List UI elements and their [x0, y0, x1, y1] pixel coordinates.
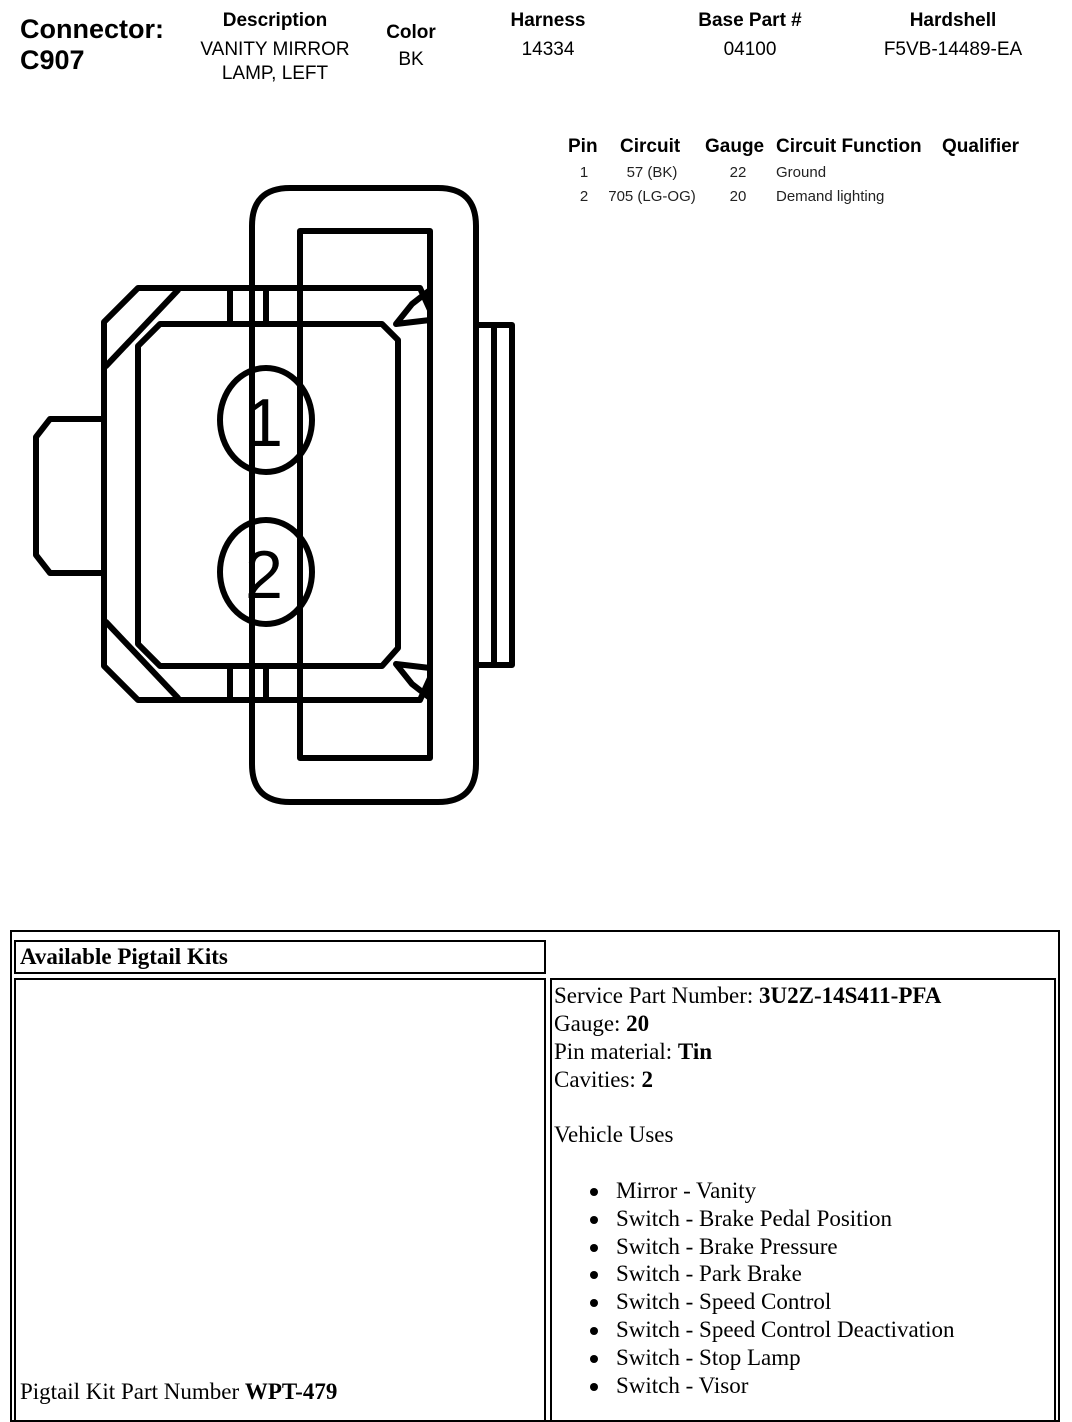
bullet-icon — [590, 1216, 598, 1224]
pigtail-specs — [554, 982, 955, 1399]
bullet-icon — [590, 1188, 598, 1196]
circuit-function-header: Circuit Function — [776, 136, 922, 157]
row-2-gauge: 20 — [729, 188, 747, 205]
circuit-header: Circuit — [620, 136, 681, 157]
row-2-pin: 2 — [579, 188, 589, 205]
chamfer-bottom-left — [106, 622, 178, 698]
color-value: BK — [398, 49, 424, 70]
vehicle-uses-label: Vehicle Uses — [554, 1122, 674, 1147]
base-part-value: 04100 — [723, 39, 777, 60]
spec-cavities: Cavities: 2 — [554, 1067, 654, 1092]
gauge-header: Gauge — [705, 136, 765, 157]
row-1-gauge: 22 — [729, 164, 747, 181]
kit-part-label: Pigtail Kit Part Number — [20, 1379, 245, 1404]
bullet-icon — [590, 1299, 598, 1307]
row-2-function: Demand lighting — [776, 188, 885, 205]
spec-pin-material: Pin material: Tin — [554, 1039, 713, 1064]
list-item: Mirror - Vanity — [588, 1177, 955, 1205]
bullet-icon — [590, 1271, 598, 1279]
list-item: Switch - Visor — [588, 1372, 955, 1400]
connector-face-diagram — [0, 0, 560, 840]
bullet-icon — [590, 1355, 598, 1363]
pigtail-title-cell — [14, 940, 546, 974]
base-part-column — [680, 10, 820, 62]
left-latch — [36, 419, 104, 573]
spec-service-part: Service Part Number: 3U2Z-14S411-PFA — [554, 983, 942, 1008]
pin-header: Pin — [568, 136, 598, 157]
bullet-icon — [590, 1244, 598, 1252]
kit-part-value: WPT-479 — [244, 1379, 338, 1404]
connector-id: C907 — [20, 45, 85, 75]
vehicle-uses-list — [588, 1177, 955, 1399]
row-2-circuit: 705 (LG-OG) — [608, 188, 696, 205]
connector-label-text: Connector: — [20, 14, 164, 44]
pigtail-specs-cell — [550, 978, 1056, 1422]
pigtail-kit-part-number — [20, 1378, 337, 1406]
list-item: Switch - Brake Pressure — [588, 1233, 955, 1261]
hardshell-column — [870, 10, 1036, 62]
hardshell-value: F5VB-14489-EA — [883, 39, 1023, 60]
list-item: Switch - Park Brake — [588, 1260, 955, 1288]
chamfer-top-left — [106, 290, 178, 366]
description-value-line-1: VANITY MIRROR — [200, 39, 350, 60]
harness-label: Harness — [510, 10, 586, 31]
pin-2-label: 2 — [245, 537, 283, 613]
housing-inner — [138, 324, 398, 666]
bullet-icon — [590, 1383, 598, 1391]
hardshell-label: Hardshell — [909, 10, 997, 31]
base-part-label: Base Part # — [698, 10, 802, 31]
row-1-circuit: 57 (BK) — [626, 164, 678, 181]
row-1-function: Ground — [776, 164, 827, 181]
row-1-pin: 1 — [579, 164, 589, 181]
spec-gauge: Gauge: 20 — [554, 1011, 650, 1036]
top-key-arrow — [396, 290, 430, 324]
housing-outer — [104, 288, 430, 700]
pin-1-label: 1 — [245, 385, 283, 461]
list-item: Switch - Brake Pedal Position — [588, 1205, 955, 1233]
list-item: Switch - Speed Control — [588, 1288, 955, 1316]
outer-shell — [252, 188, 476, 802]
description-label: Description — [222, 10, 328, 31]
harness-value: 14334 — [521, 39, 575, 60]
pigtail-image-cell — [14, 978, 546, 1422]
list-item: Switch - Stop Lamp — [588, 1344, 955, 1372]
bullet-icon — [590, 1327, 598, 1335]
bottom-key-arrow — [396, 664, 430, 698]
pigtail-title: Available Pigtail Kits — [20, 944, 228, 969]
qualifier-header: Qualifier — [942, 136, 1020, 157]
color-label: Color — [386, 22, 436, 43]
description-value-line-2: LAMP, LEFT — [221, 63, 329, 84]
list-item: Switch - Speed Control Deactivation — [588, 1316, 955, 1344]
